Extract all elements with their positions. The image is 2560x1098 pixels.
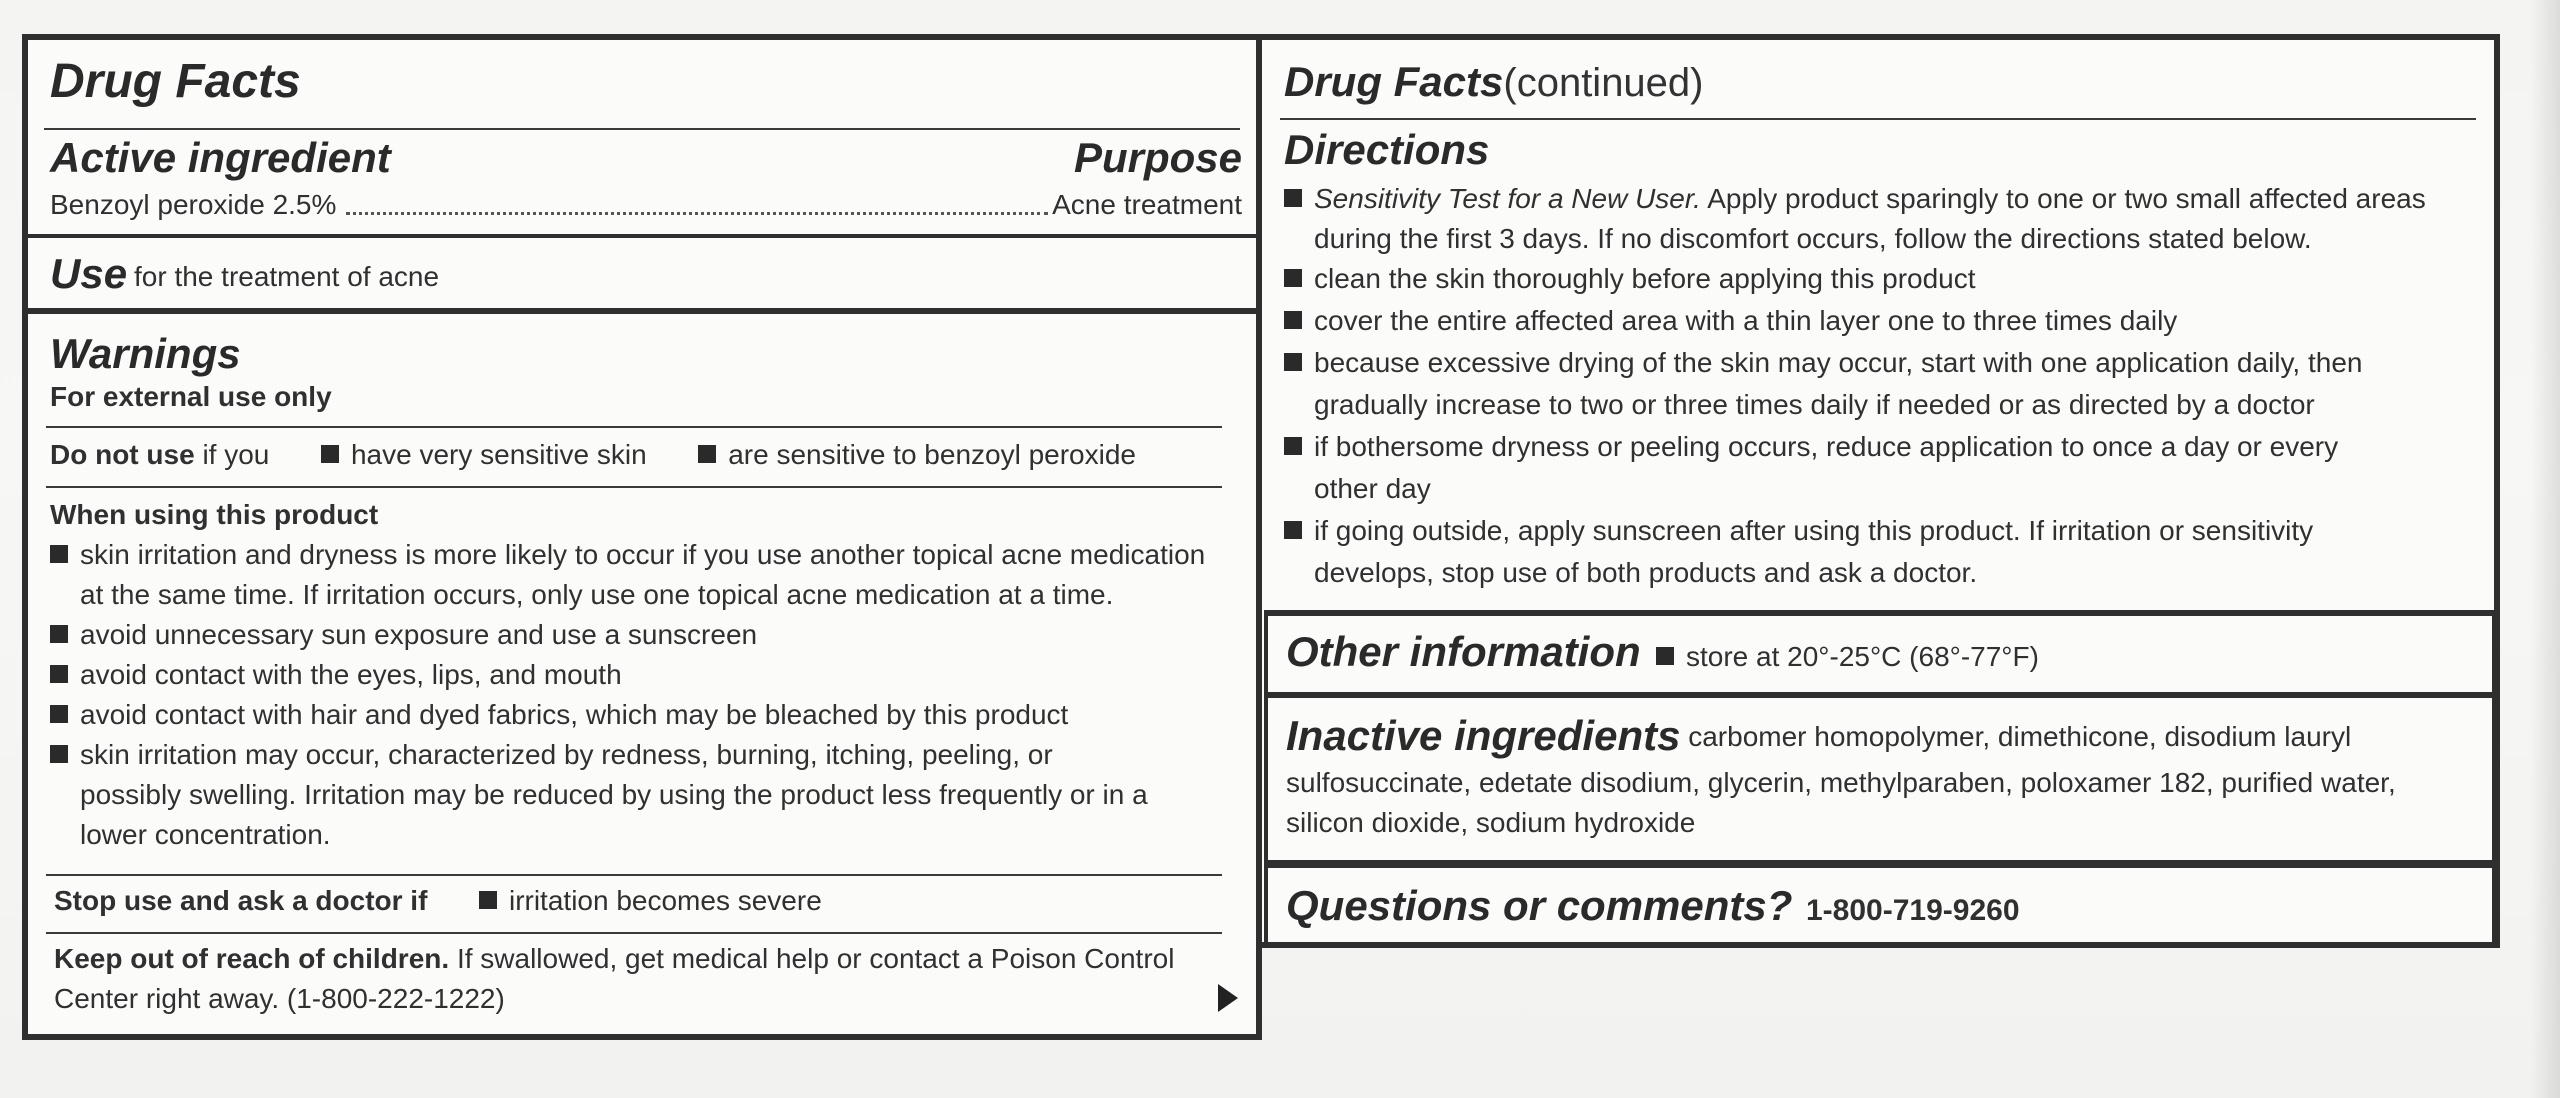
list-item (1284, 304, 2177, 338)
inactive-text-1: carbomer homopolymer, dimethicone, disodium lauryl (1688, 721, 2352, 752)
bullet-icon (50, 625, 68, 643)
sensitivity-test-label: Sensitivity Test for a New User. (1314, 183, 1701, 214)
list-item-continuation: at the same time. If irritation occurs, only use one topical acne medication at a time. (80, 579, 1114, 610)
inactive-ingredients-heading: Inactive ingredients (1286, 712, 1681, 759)
bullet-icon (321, 445, 339, 463)
use-heading: Use (50, 250, 128, 297)
warnings-section (24, 308, 1260, 1038)
warnings-divider-1 (46, 426, 1222, 428)
list-item-text: Apply product sparingly to one or two small affected areas (1707, 183, 2426, 214)
bullet-icon (1284, 269, 1302, 287)
do-not-use-item: have very sensitive skin (350, 439, 647, 470)
list-item (50, 538, 1205, 572)
warnings-divider-2 (46, 486, 1222, 488)
when-using-heading: When using this product (50, 499, 379, 530)
inactive-line-1 (1286, 712, 2351, 760)
leader-dots (346, 212, 1048, 215)
other-information-item (1656, 640, 2039, 674)
keep-out-line-1 (54, 942, 1174, 976)
list-item-text: cover the entire affected area with a thin layer one to three times daily (1314, 305, 2178, 336)
title-divider (44, 128, 1240, 130)
list-item (1284, 346, 2362, 380)
keep-out-line-2: Center right away. (1-800-222-1222) (54, 983, 505, 1014)
active-ingredient: Benzoyl peroxide 2.5% (50, 189, 337, 220)
list-item-text: skin irritation may occur, characterized by redness, burning, itching, peeling, or (80, 739, 1053, 770)
list-item-text: avoid contact with hair and dyed fabrics, which may be bleached by this product (80, 699, 1069, 730)
bullet-icon (1656, 647, 1674, 665)
continue-arrow-icon (1218, 984, 1238, 1012)
active-ingredient-heading: Active ingredient (50, 134, 391, 181)
questions-phone: 1-800-719-9260 (1806, 894, 2020, 927)
list-item (1284, 262, 1976, 296)
bullet-icon (698, 445, 716, 463)
list-item (1284, 182, 2426, 216)
do-not-use-item: are sensitive to benzoyl peroxide (728, 439, 1136, 470)
external-use-only: For external use only (50, 381, 332, 412)
list-item (50, 658, 622, 692)
warnings-divider-3 (46, 874, 1222, 876)
list-item (50, 698, 1068, 732)
other-information-section (1264, 610, 2496, 696)
list-item-continuation: gradually increase to two or three times daily if needed or as directed by a doctor (1314, 389, 2315, 420)
storage-text: store at 20°-25°C (68°-77°F) (1686, 641, 2039, 672)
inactive-ingredients-section (1264, 692, 2496, 864)
inactive-line-3: silicon dioxide, sodium hydroxide (1286, 807, 1696, 838)
bullet-icon (1284, 437, 1302, 455)
list-item (1284, 430, 2338, 464)
bullet-icon (50, 705, 68, 723)
list-item-continuation: during the first 3 days. If no discomfort occurs, follow the directions stated below. (1314, 223, 2312, 254)
other-information-heading: Other information (1286, 628, 1641, 675)
list-item (1284, 514, 2313, 548)
purpose-heading: Purpose (1073, 134, 1242, 181)
questions-heading: Questions or comments? (1286, 882, 1793, 929)
warnings-heading: Warnings (50, 330, 241, 377)
list-item-text: because excessive drying of the skin may occur, start with one application daily, then (1314, 347, 2363, 378)
bullet-icon (50, 745, 68, 763)
list-item-text: skin irritation and dryness is more likely to occur if you use another topical acne medication (80, 539, 1206, 570)
bullet-icon (1284, 189, 1302, 207)
bullet-icon (50, 545, 68, 563)
inactive-line-2: sulfosuccinate, edetate disodium, glycerin, methylparaben, poloxamer 182, purified water, (1286, 767, 2396, 798)
keep-out-text: If swallowed, get medical help or contact a Poison Control (456, 943, 1175, 974)
use-text: for the treatment of acne (134, 261, 440, 292)
list-item-text: if going outside, apply sunscreen after using this product. If irritation or sensitivity (1314, 515, 2314, 546)
do-not-use-label: Do not use (50, 439, 195, 470)
keep-out-label: Keep out of reach of children. (54, 943, 450, 974)
do-not-use-line (50, 438, 1136, 472)
list-item (50, 738, 1053, 772)
stop-use-label: Stop use and ask a doctor if (54, 885, 428, 916)
use-section (24, 234, 1260, 312)
list-item-continuation: lower concentration. (80, 819, 331, 850)
questions-section (1264, 862, 2496, 948)
bullet-icon (1284, 521, 1302, 539)
continued-title (1284, 58, 1704, 107)
bullet-icon (1284, 353, 1302, 371)
list-item (50, 618, 757, 652)
stop-use-line (54, 884, 822, 918)
continued-title-text: Drug Facts (1284, 58, 1504, 105)
list-item-continuation: develops, stop use of both products and ask a doctor. (1314, 557, 1978, 588)
list-item-continuation: possibly swelling. Irritation may be reduced by using the product less frequently or in a (80, 779, 1148, 810)
list-item-text: if bothersome dryness or peeling occurs, reduce application to once a day or every (1314, 431, 2339, 462)
list-item-text: avoid contact with the eyes, lips, and mouth (80, 659, 622, 690)
warnings-divider-4 (46, 932, 1222, 934)
list-item-continuation: other day (1314, 473, 1431, 504)
right-title-divider (1280, 118, 2476, 120)
do-not-use-text: if you (202, 439, 270, 470)
ingredient-purpose: Acne treatment (1052, 189, 1242, 220)
drug-facts-title: Drug Facts (50, 55, 301, 108)
continued-suffix: (continued) (1503, 61, 1704, 105)
directions-heading: Directions (1284, 126, 1490, 173)
bullet-icon (479, 891, 497, 909)
list-item-text: clean the skin thoroughly before applying this product (1314, 263, 1976, 294)
bullet-icon (50, 665, 68, 683)
list-item-text: avoid unnecessary sun exposure and use a sunscreen (80, 619, 758, 650)
bullet-icon (1284, 311, 1302, 329)
stop-use-item: irritation becomes severe (508, 885, 822, 916)
